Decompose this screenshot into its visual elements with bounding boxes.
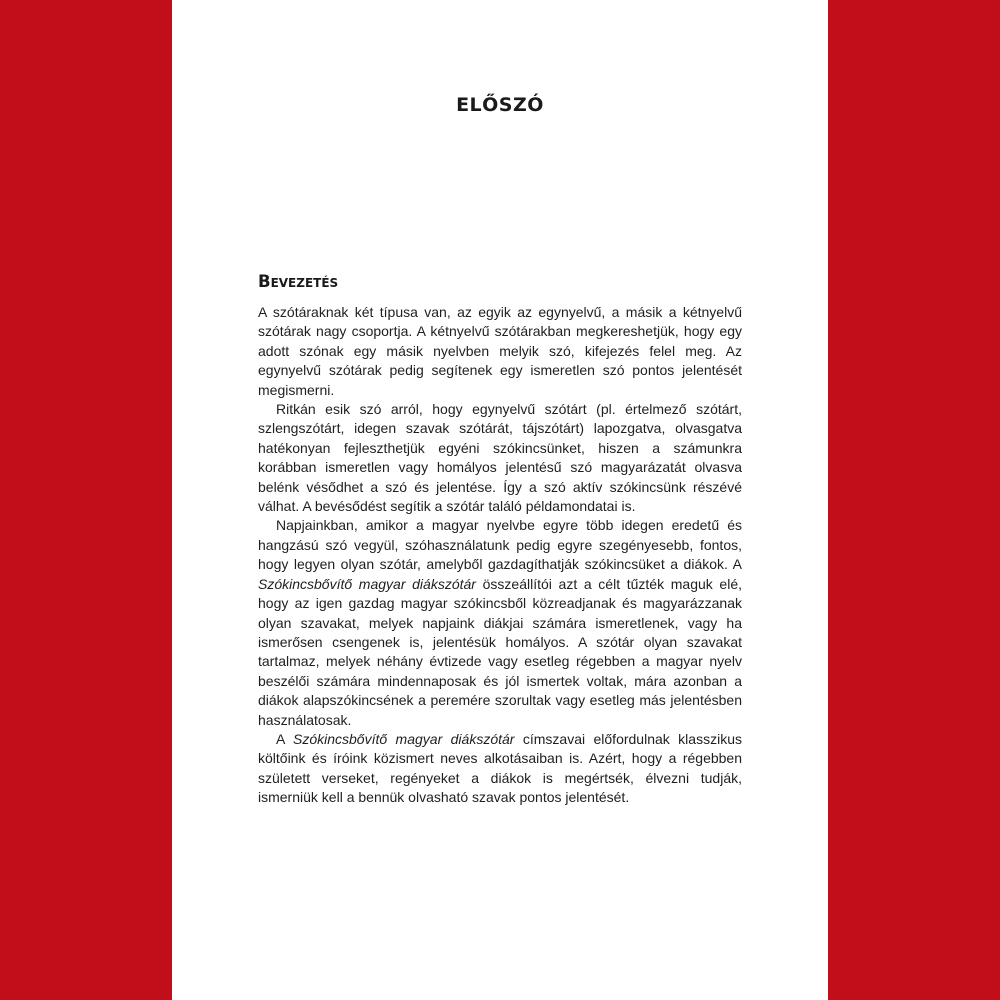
paragraph-3-text-end: összeállítói azt a célt tűzték maguk elé, hogy az igen gazdag magyar szókincsből közreadjanak és magyarázzanak olyan szavakat, melyek napjaink diákjai számára ismeretlenek, vagy ha ismerősen csengenek is, jelentésük homályos. A szótár olyan szavakat tartalmaz, melyek néhány évtizede vagy esetleg régebben a magyar nyelv beszélői számára mindennaposak és jól ismertek voltak, mára azonban a diákok alapszókincsének a peremére szorultak vagy esetleg más jelentésben használatosak. <box>258 575 742 728</box>
chapter-title: ELŐSZÓ <box>456 94 544 116</box>
paragraph-4 <box>258 730 742 808</box>
dictionary-title: Szókincsbővítő magyar diákszótár <box>258 575 476 592</box>
paragraph-1: A szótáraknak két típusa van, az egyik az egynyelvű, a másik a kétnyelvű szótárak nagy csoportja. A kétnyelvű szótárakban megkereshetjük, hogy egy adott szónak egy másik nyelvben melyik szó, kifejezés felel meg. Az egynyelvű szótárak pedig segítenek egy ismeretlen szó pontos jelentését megismerni. <box>258 304 742 398</box>
dictionary-title: Szókincsbővítő magyar diákszótár <box>292 730 515 747</box>
section-heading: Bevezetés <box>258 272 339 291</box>
paragraph-3 <box>258 516 742 729</box>
paragraph-4-text-end: címszavai előfordulnak klasszikus költőink és íróink közismert neves alkotásaiban is. Azért, hogy a régebben született verseket, regényeket a diákok is megértsék, élvezni tudják, ismerniük kell a bennük olvasható szavak pontos jelentését. <box>258 730 742 806</box>
paragraph-3-text-start: Napjainkban, amikor a magyar nyelvbe egyre több idegen eredetű és hangzású szó vegyül, szóhasználatunk pedig egyre szegényesebb, fontos, hogy legyen olyan szótár, amelyből gazdagíthatják szókincsüket a diákok. A <box>258 517 742 573</box>
paragraph-2: Ritkán esik szó arról, hogy egynyelvű szótárt (pl. értelmező szótárt, szlengszótárt, idegen szavak szótárát, tájszótárt) lapozgatva, olvasgatva hatékonyan fejleszthetjük egyéni szókincsünket, hiszen a számunkra korábban ismeretlen vagy homályos jelentésű szó magyarázatát olvasva belénk vésődhet a szó és jelentése. Így a szó aktív szókincsünk részévé válhat. A bevésődést segítik a szótár találó példamondatai is. <box>258 401 742 515</box>
book-page <box>172 0 828 1000</box>
paragraph-4-text-start: A <box>276 730 293 747</box>
introduction-section <box>258 270 742 808</box>
